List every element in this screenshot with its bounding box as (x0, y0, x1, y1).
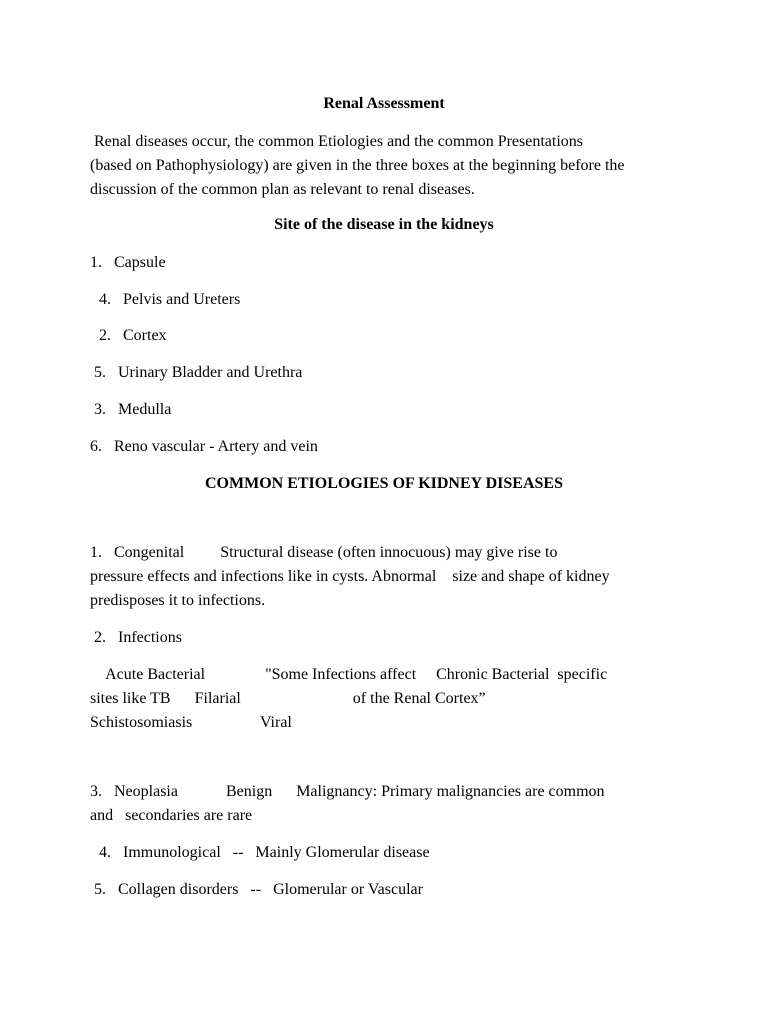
site-item-cortex: 2. Cortex (95, 327, 167, 344)
congenital-line-1: 1. Congenital Structural disease (often innocuous) may give rise to (90, 544, 558, 561)
neoplasia-line-1: 3. Neoplasia Benign Malignancy: Primary malignancies are common (90, 783, 605, 800)
infections-title: 2. Infections (90, 629, 182, 646)
site-item-medulla: 3. Medulla (90, 401, 172, 418)
infections-line-3: Schistosomiasis Viral (90, 714, 292, 731)
congenital-line-2: pressure effects and infections like in cysts. Abnormal size and shape of kidney (90, 568, 610, 585)
infections-line-2: sites like TB Filarial of the Renal Cortex” (90, 690, 486, 707)
site-item-renovascular: 6. Reno vascular - Artery and vein (90, 438, 318, 455)
congenital-line-3: predisposes it to infections. (90, 592, 266, 609)
etiologies-heading: COMMON ETIOLOGIES OF KIDNEY DISEASES (205, 475, 563, 492)
intro-line-2: (based on Pathophysiology) are given in the three boxes at the beginning before the (90, 157, 625, 174)
infections-line-1: Acute Bacterial "Some Infections affect Chronic Bacterial specific (90, 666, 608, 683)
immunological-item: 4. Immunological -- Mainly Glomerular disease (95, 844, 430, 861)
collagen-item: 5. Collagen disorders -- Glomerular or Vascular (90, 881, 423, 898)
intro-line-3: discussion of the common plan as relevant to renal diseases. (90, 181, 475, 198)
sites-heading: Site of the disease in the kidneys (274, 216, 494, 233)
neoplasia-line-2: and secondaries are rare (90, 807, 253, 824)
site-item-capsule: 1. Capsule (90, 254, 166, 271)
site-item-bladder-urethra: 5. Urinary Bladder and Urethra (90, 364, 303, 381)
intro-line-1: Renal diseases occur, the common Etiologies and the common Presentations (90, 133, 584, 150)
document-title: Renal Assessment (323, 95, 445, 112)
site-item-pelvis-ureters: 4. Pelvis and Ureters (95, 291, 241, 308)
